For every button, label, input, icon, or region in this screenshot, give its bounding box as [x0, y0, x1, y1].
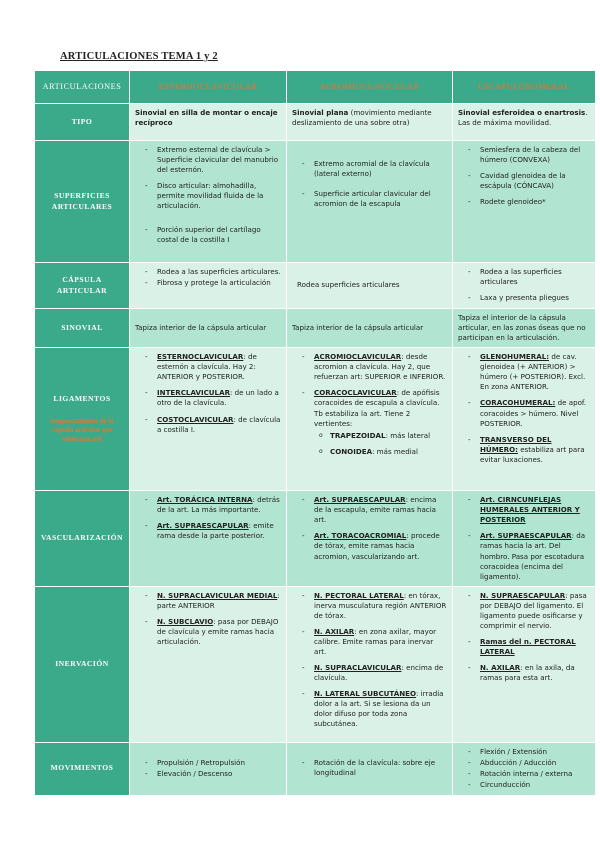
cell-ligamentos-escapulohumeral [453, 348, 596, 491]
list-item [480, 435, 590, 465]
list-item: - Elevación / Descenso [157, 769, 281, 779]
header-escapulohumeral: ESCAPULOHUMERAL [453, 71, 596, 104]
term: Art. TORACOACROMIAL [314, 531, 407, 541]
cell-movimientos-esternoclavicular [130, 742, 287, 795]
term: Art. CIRNCUNFLEJAS HUMERALES ANTERIOR Y POSTERIOR [480, 495, 580, 525]
sub-list-item [330, 431, 447, 441]
term-text: : más medial [372, 446, 418, 456]
row-label-movimientos: MOVIMIENTOS [35, 742, 130, 795]
list-item: - Abducción / Aducción [480, 758, 590, 768]
row-label-tipo: TIPO [35, 104, 130, 141]
cell-tipo-acromioclavicular [287, 104, 453, 141]
list-item [157, 617, 281, 647]
tipo-bold: Sinovial plana [292, 108, 349, 117]
term: ESTERNOCLAVICULAR [157, 352, 244, 362]
list-item [314, 689, 447, 729]
term: Art. SUPRAESCAPULAR [157, 521, 249, 531]
term-text: : encima de clavícula. [314, 663, 444, 683]
articulaciones-table [34, 70, 596, 796]
row-inervacion [35, 586, 596, 742]
term: N. SUPRACLAVICULAR [314, 663, 402, 673]
term-text: : pasa por DEBAJO del ligamento. El ligamento puede osificarse y comprimir el nervio. [480, 590, 587, 630]
tipo-rest: . Las de máxima movilidad. [458, 108, 588, 128]
row-tipo [35, 104, 596, 141]
row-label-vascularizacion: VASCULARIZACIÓN [35, 491, 130, 587]
term-text: : de apófisis coracoides de escapula a clavícula. Tb estabiliza la art. Tiene 2 vertientes: [314, 388, 440, 428]
term-text: : emite rama desde la parte posterior. [157, 521, 274, 541]
cell-vascular-esternoclavicular [130, 491, 287, 587]
row-ligamentos [35, 348, 596, 491]
list-item [480, 531, 590, 581]
header-acromioclavicular: ACROMIOCLAVICULAR [287, 71, 453, 104]
term-text: : en la axila, da ramas para esta art. [480, 663, 575, 683]
list-item [157, 495, 281, 515]
page-title: ARTICULACIONES TEMA 1 y 2 [60, 51, 218, 62]
list-item: - Laxa y presenta pliegues [480, 293, 590, 303]
term-text: estabiliza art para evitar luxaciones. [480, 444, 585, 464]
row-label-superficies: SUPERFICIES ARTICULARES [35, 141, 130, 263]
term: Art. TORÁCICA INTERNA [157, 495, 253, 505]
row-sinovial [35, 309, 596, 348]
term-text: : desde acromion a clavícula. Hay 2, que refuerzan art: SUPERIOR e INFERIOR. [314, 352, 446, 382]
cell-superficies-acromioclavicular [287, 141, 453, 263]
list-item [314, 388, 447, 456]
term-text: de cav. glenoidea (+ ANTERIOR) > húmero (+ POSTERIOR). Excl. En zona ANTERIOR. [480, 352, 586, 392]
cell-sinovial-esternoclavicular: Tapiza interior de la cápsula articular [130, 309, 287, 348]
term: COSTOCLAVICULAR [157, 414, 234, 424]
list-item [480, 637, 590, 657]
term-text: : en zona axilar, mayor calibre. Emite ramas para inervar art. [314, 626, 437, 656]
term: TRAPEZOIDAL [330, 430, 386, 440]
term-text: : de un lado a otro de la clavícula. [157, 388, 279, 408]
header-esternoclavicular: ESTERNOCLAVICULAR [130, 71, 287, 104]
list-item: - Circunducción [480, 780, 590, 790]
list-item [480, 352, 590, 392]
sub-list-item [330, 447, 447, 457]
list-item [157, 388, 281, 408]
term: N. AXILAR [314, 626, 355, 636]
list-item: - Cavidad glenoidea de la escápula (CÓNCAVA) [480, 171, 590, 191]
row-label-capsula: CÁPSULA ARTICULAR [35, 263, 130, 309]
cell-capsula-acromioclavicular: Rodea superficies articulares [287, 263, 453, 309]
term: ACROMIOCLAVICULAR [314, 352, 402, 362]
term: CORACOCLAVICULAR [314, 388, 397, 398]
term-text: : de esternón a clavícula. Hay 2: ANTERIOR y POSTERIOR. [157, 352, 257, 382]
list-item [314, 663, 447, 683]
list-item: - Propulsión / Retropulsión [157, 758, 281, 768]
cell-movimientos-escapulohumeral [453, 742, 596, 795]
row-label-ligamentos [35, 348, 130, 491]
list-item [314, 591, 447, 621]
list-item [480, 663, 590, 683]
term-text: : pasa por DEBAJO de clavícula y emite ramas hacia articulación. [157, 616, 279, 646]
term-text: : encima de la escapula, emite ramas hacia art. [314, 495, 437, 525]
ligamentos-sublabel: (engrosamientos de la cápsula articular que refuerzan art) [50, 418, 114, 443]
list-item: - Flexión / Extensión [480, 747, 590, 757]
cell-sinovial-escapulohumeral: Tapiza el interior de la cápsula articular, en las zonas óseas que no participan en la articulación. [453, 309, 596, 348]
term: N. AXILAR [480, 663, 521, 673]
list-item [480, 591, 590, 631]
list-item: - Porción superior del cartílago costal de la costilla I [157, 225, 281, 245]
row-movimientos [35, 742, 596, 795]
term: N. LATERAL SUBCUTÁNEO [314, 689, 417, 699]
term: TRANSVERSO DEL HÚMERO: [480, 434, 552, 454]
term: GLENOHUMERAL: [480, 352, 550, 362]
term: CONOIDEA [330, 446, 373, 456]
term: Art. SUPRAESCAPULAR [480, 531, 572, 541]
tipo-bold: Sinovial esferoidea o enartrosis [458, 108, 586, 117]
list-item: - Extremo esternal de clavícula > Superficie clavicular del manubrio del esternón. [157, 145, 281, 175]
cell-tipo-esternoclavicular [130, 104, 287, 141]
row-label-sinovial: SINOVIAL [35, 309, 130, 348]
term-text: : en tórax, inerva musculatura región ANTERIOR de tórax. [314, 590, 447, 620]
cell-sinovial-acromioclavicular: Tapiza interior de la cápsula articular [287, 309, 453, 348]
list-item: - Rotación interna / externa [480, 769, 590, 779]
list-item [480, 398, 590, 428]
term-text: : detrás de la art. La más importante. [157, 495, 280, 515]
cell-vascular-escapulohumeral [453, 491, 596, 587]
term-text: : más lateral [385, 430, 431, 440]
list-item: - Rotación de la clavícula: sobre eje longitudinal [314, 758, 447, 778]
cell-ligamentos-acromioclavicular [287, 348, 453, 491]
list-item: - Superficie articular clavicular del acromion de la escapula [314, 189, 447, 209]
list-item [314, 627, 447, 657]
term-text: de apof. coracoides > húmero. Nivel POSTERIOR. [480, 398, 587, 428]
list-item [480, 495, 590, 525]
cell-inervacion-escapulohumeral [453, 586, 596, 742]
list-item [314, 352, 447, 382]
term-text: : parte ANTERIOR [157, 590, 280, 610]
row-capsula [35, 263, 596, 309]
list-item: - Rodete glenoideo* [480, 197, 590, 207]
cell-inervacion-acromioclavicular [287, 586, 453, 742]
term: N. PECTORAL LATERAL [314, 590, 404, 600]
cell-ligamentos-esternoclavicular [130, 348, 287, 491]
cell-vascular-acromioclavicular [287, 491, 453, 587]
term-text: : procede de tórax, emite ramas hacia acromion, vascularizando art. [314, 531, 440, 561]
cell-superficies-esternoclavicular [130, 141, 287, 263]
list-item: - Disco articular: almohadilla, permite movilidad fluida de la articulación. [157, 181, 281, 211]
tipo-rest: (movimiento mediante deslizamiento de una sobre otra) [292, 108, 432, 128]
cell-superficies-escapulohumeral [453, 141, 596, 263]
list-item [157, 591, 281, 611]
list-item: - Semiesfera de la cabeza del húmero (CONVEXA) [480, 145, 590, 165]
ligamentos-label: LIGAMENTOS [53, 393, 111, 403]
term: Art. SUPRAESCAPULAR [314, 495, 406, 505]
term-text: : da ramas hacia la art. Del hombro. Pasa por escotadura coracoidea (encima del ligamento). [480, 531, 586, 581]
list-item: - Rodea a las superficies articulares. [157, 267, 281, 277]
cell-capsula-escapulohumeral [453, 263, 596, 309]
header-articulaciones: ARTICULACIONES [35, 71, 130, 104]
tipo-text: Sinovial en silla de montar o encaje recíproco [135, 108, 278, 128]
list-item [314, 531, 447, 561]
cell-inervacion-esternoclavicular [130, 586, 287, 742]
cell-tipo-escapulohumeral [453, 104, 596, 141]
row-label-inervacion: INERVACIÓN [35, 586, 130, 742]
term: CORACOHUMERAL: [480, 398, 556, 408]
list-item: - Rodea a las superficies articulares [480, 267, 590, 287]
term: INTERCLAVICULAR [157, 388, 231, 398]
term: N. SUPRACLAVICULAR MEDIAL [157, 590, 278, 600]
list-item: - Extremo acromial de la clavícula (lateral externo) [314, 159, 447, 179]
list-item [157, 521, 281, 541]
term-text: : de clavícula a costilla I. [157, 414, 281, 434]
header-row [35, 71, 596, 104]
term-text: : irradia dolor a la art. Si se lesiona da un dolor difuso por toda zona subcutánea. [314, 689, 444, 729]
list-item: - Fibrosa y protege la articulación [157, 278, 281, 288]
term: Ramas del n. PECTORAL LATERAL [480, 636, 576, 656]
cell-movimientos-acromioclavicular [287, 742, 453, 795]
list-item [314, 495, 447, 525]
list-item [157, 352, 281, 382]
list-item [157, 415, 281, 435]
term: N. SUPRAESCAPULAR [480, 590, 566, 600]
cell-capsula-esternoclavicular [130, 263, 287, 309]
term: N. SUBCLAVIO [157, 616, 214, 626]
row-vascularizacion [35, 491, 596, 587]
row-superficies [35, 141, 596, 263]
